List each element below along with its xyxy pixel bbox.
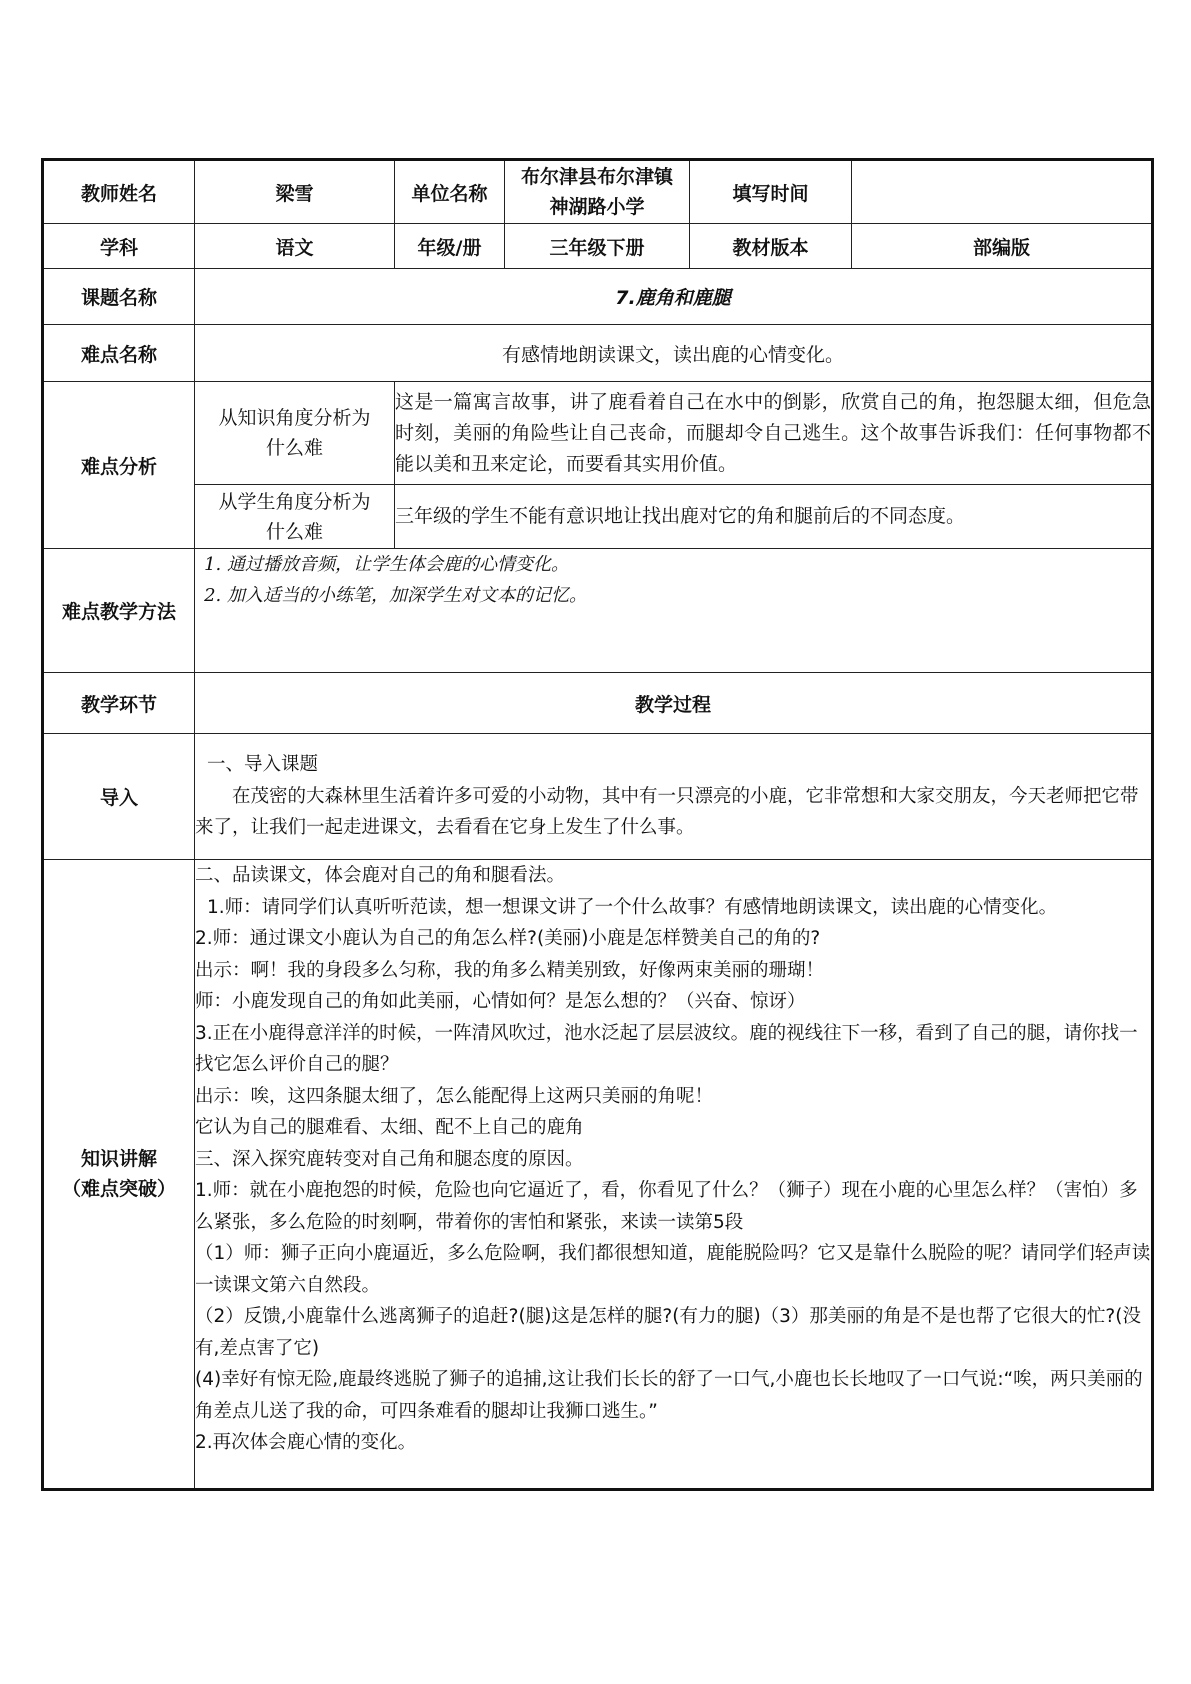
subject-value: 语文 xyxy=(195,224,395,269)
student-angle-text: 三年级的学生不能有意识地让找出鹿对它的角和腿前后的不同态度。 xyxy=(395,485,1153,549)
intro-row xyxy=(43,734,1153,860)
knowledge-line: （2）反馈,小鹿靠什么逃离狮子的追赶?(腿)这是怎样的腿?(有力的腿)（3）那美丽的角是不是也帮了它很大的忙?(没有,差点害了它) xyxy=(195,1306,1141,1359)
subject-label: 学科 xyxy=(43,224,195,269)
topic-value: 7.鹿角和鹿腿 xyxy=(195,269,1153,325)
process-header-row xyxy=(43,673,1153,734)
fill-date-value xyxy=(852,160,1153,224)
method-content xyxy=(195,549,1153,673)
student-angle-line2: 什么难 xyxy=(265,520,323,543)
teacher-name-value: 梁雪 xyxy=(195,160,395,224)
method-label: 难点教学方法 xyxy=(43,549,195,673)
knowledge-line: 三、深入探究鹿转变对自己角和腿态度的原因。 xyxy=(195,1148,584,1170)
knowledge-label xyxy=(43,860,195,1490)
student-angle-label xyxy=(195,485,395,549)
edition-value: 部编版 xyxy=(852,224,1153,269)
knowledge-angle-line1: 从知识角度分析为 xyxy=(218,407,371,429)
knowledge-line: 2.师：通过课文小鹿认为自己的角怎么样?(美丽)小鹿是怎样赞美自己的角的? xyxy=(195,928,821,949)
topic-row xyxy=(43,269,1153,325)
lesson-design-table xyxy=(41,158,1154,1491)
topic-label: 课题名称 xyxy=(43,269,195,325)
analysis-row-student xyxy=(43,485,1153,549)
fill-date-label: 填写时间 xyxy=(690,160,852,224)
knowledge-content xyxy=(195,860,1153,1490)
edition-label: 教材版本 xyxy=(690,224,852,269)
knowledge-line: 师：小鹿发现自己的角如此美丽，心情如何？是怎么想的？（兴奋、惊讶） xyxy=(195,991,806,1012)
analysis-label: 难点分析 xyxy=(43,382,195,549)
knowledge-line: 1.师：请同学们认真听听范读，想一想课文讲了一个什么故事？有感情地朗读课文，读出鹿的心情变化。 xyxy=(207,896,1058,918)
unit-name-line2: 神湖路小学 xyxy=(549,196,645,218)
knowledge-line: 1.师：就在小鹿抱怨的时候，危险也向它逼近了，看，你看见了什么？（狮子）现在小鹿的心里怎么样？（害怕）多么紧张，多么危险的时刻啊，带着你的害怕和紧张，来读一读第5段 xyxy=(195,1180,1138,1233)
intro-label: 导入 xyxy=(43,734,195,860)
method-item: 2. 加入适当的小练笔，加深学生对文本的记忆。 xyxy=(227,580,1151,611)
knowledge-angle-line2: 什么难 xyxy=(265,437,323,459)
method-item: 1. 通过播放音频，让学生体会鹿的心情变化。 xyxy=(227,549,1151,580)
intro-heading: 一、导入课题 xyxy=(207,754,319,776)
knowledge-label-line2: （难点突破） xyxy=(61,1178,176,1200)
difficulty-value: 有感情地朗读课文，读出鹿的心情变化。 xyxy=(195,325,1153,382)
knowledge-label-line1: 知识讲解 xyxy=(80,1148,157,1170)
header-row-2 xyxy=(43,224,1153,269)
unit-name-value xyxy=(505,160,690,224)
knowledge-line: (4)幸好有惊无险,鹿最终逃脱了狮子的追捕,这让我们长长的舒了一口气,小鹿也长长地叹了一口气说:“唉，两只美丽的角差点儿送了我的命，可四条难看的腿却让我狮口逃生。” xyxy=(195,1369,1143,1422)
process-label: 教学过程 xyxy=(195,673,1153,734)
method-list xyxy=(195,549,1151,611)
teacher-name-label: 教师姓名 xyxy=(43,160,195,224)
unit-name-line1: 布尔津县布尔津镇 xyxy=(520,166,673,188)
unit-name-label: 单位名称 xyxy=(395,160,505,224)
knowledge-line: 3.正在小鹿得意洋洋的时候，一阵清风吹过，池水泛起了层层波纹。鹿的视线往下一移，看到了自己的腿，请你找一找它怎么评价自己的腿？ xyxy=(195,1022,1138,1075)
difficulty-row xyxy=(43,325,1153,382)
difficulty-label: 难点名称 xyxy=(43,325,195,382)
knowledge-line: 二、品读课文，体会鹿对自己的角和腿看法。 xyxy=(195,865,566,886)
grade-label: 年级/册 xyxy=(395,224,505,269)
knowledge-angle-label xyxy=(195,382,395,485)
knowledge-line: 它认为自己的腿难看、太细、配不上自己的鹿角 xyxy=(195,1117,584,1138)
method-row xyxy=(43,549,1153,673)
knowledge-line: 2.再次体会鹿心情的变化。 xyxy=(195,1432,417,1453)
intro-content xyxy=(195,734,1153,860)
knowledge-line: 出示：唉，这四条腿太细了，怎么能配得上这两只美丽的角呢！ xyxy=(195,1085,714,1107)
knowledge-line: （1）师：狮子正向小鹿逼近，多么危险啊，我们都很想知道，鹿能脱险吗？它又是靠什么脱险的呢？请同学们轻声读一读课文第六自然段。 xyxy=(195,1243,1151,1296)
grade-value: 三年级下册 xyxy=(505,224,690,269)
knowledge-angle-text: 这是一篇寓言故事，讲了鹿看着自己在水中的倒影，欣赏自己的角，抱怨腿太细，但危急时刻，美丽的角险些让自己丧命，而腿却令自己逃生。这个故事告诉我们：任何事物都不能以美和丑来定论，而要看其实用价值。 xyxy=(395,382,1153,485)
process-stage-label: 教学环节 xyxy=(43,673,195,734)
analysis-row-knowledge xyxy=(43,382,1153,485)
header-row-1 xyxy=(43,160,1153,224)
knowledge-row xyxy=(43,860,1153,1490)
intro-text: 在茂密的大森林里生活着许多可爱的小动物，其中有一只漂亮的小鹿，它非常想和大家交朋友，今天老师把它带来了，让我们一起走进课文，去看看在它身上发生了什么事。 xyxy=(195,785,1139,839)
student-angle-line1: 从学生角度分析为 xyxy=(218,490,371,513)
knowledge-line: 出示：啊！我的身段多么匀称，我的角多么精美别致，好像两束美丽的珊瑚！ xyxy=(195,959,825,981)
